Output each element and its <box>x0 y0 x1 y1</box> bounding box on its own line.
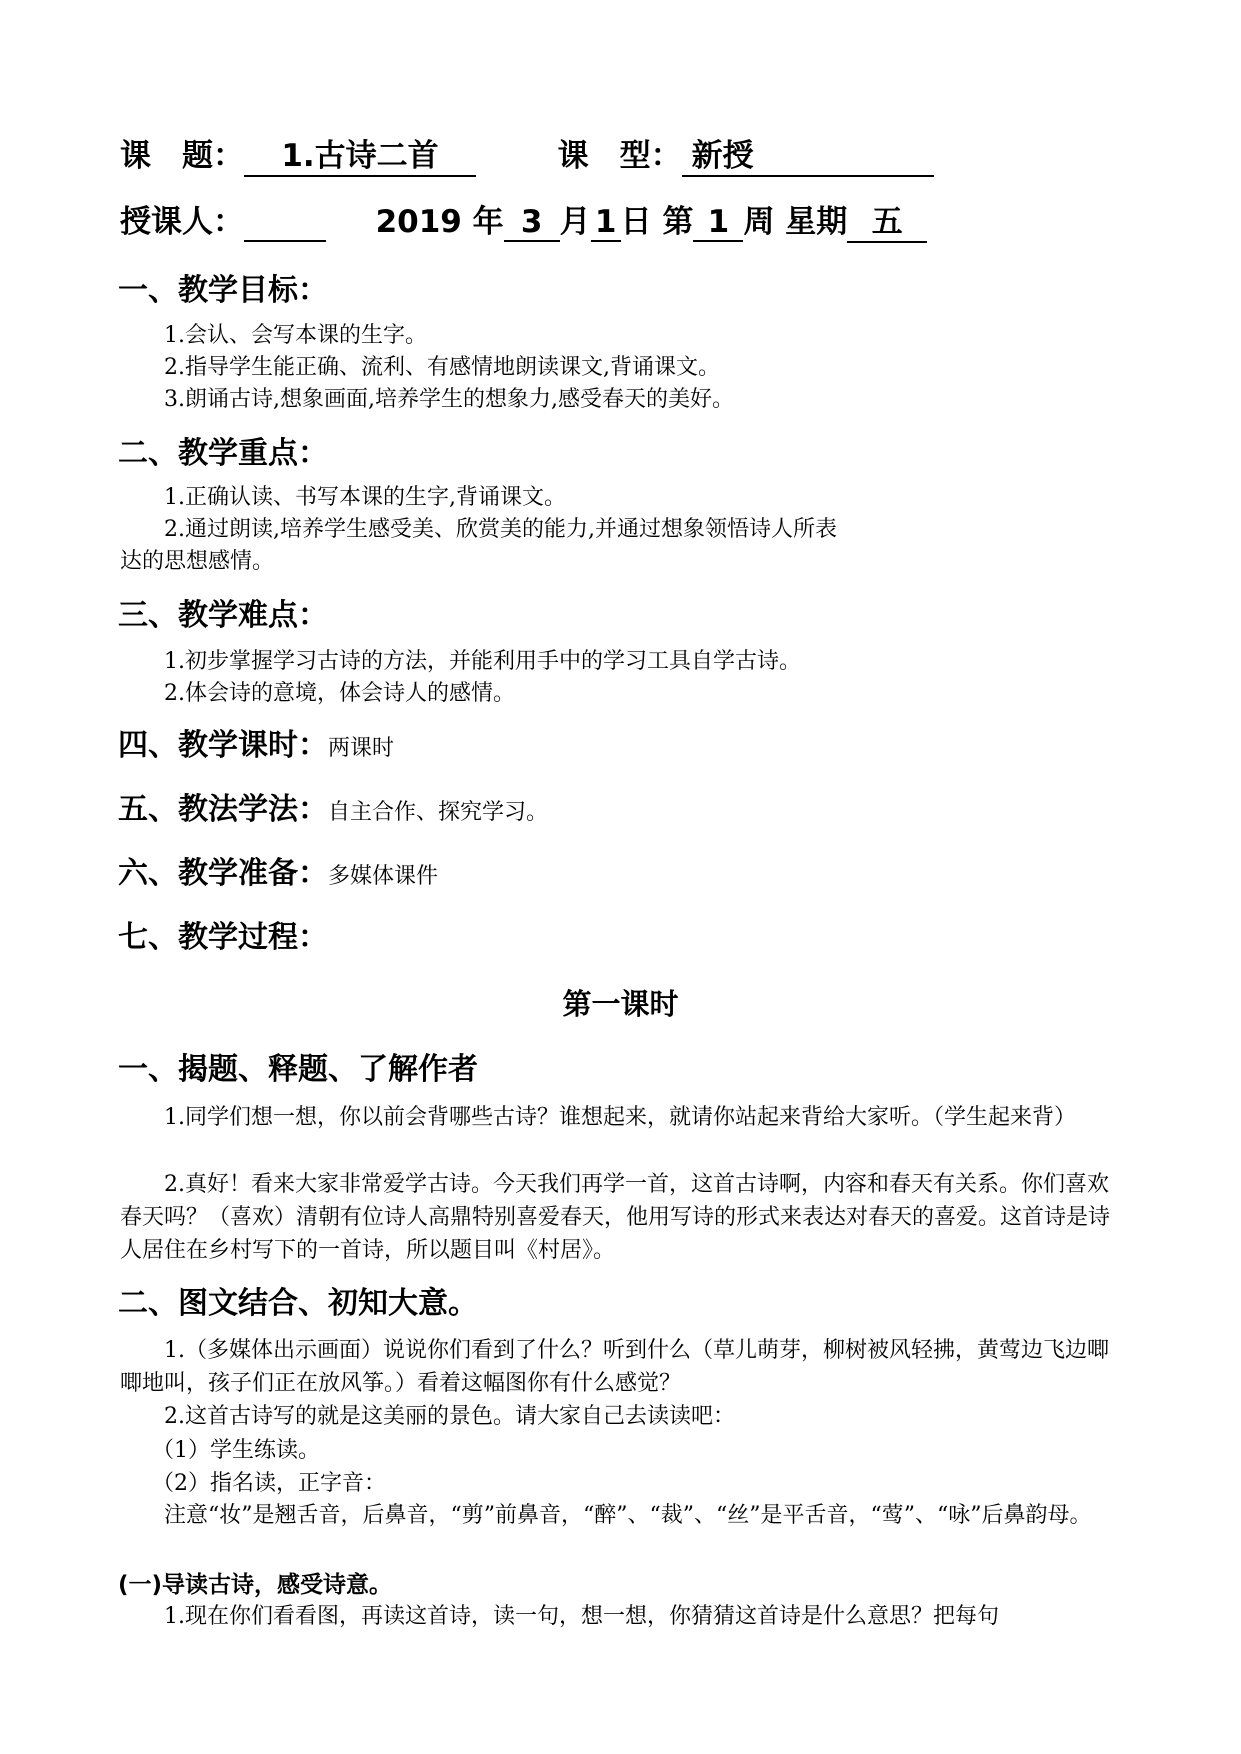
goals-item-1: 1.会认、会写本课的生字。 <box>164 323 427 348</box>
type-label: 课 型： <box>557 138 682 174</box>
section-difficulties-title: 三、教学难点： <box>118 598 328 633</box>
month-value: 3 <box>504 204 560 242</box>
header-row-topic <box>120 130 934 177</box>
part2-step-1: （1）学生练读。 <box>152 1438 320 1463</box>
day-unit: 日 <box>620 204 652 240</box>
section-keypoints-title: 二、教学重点： <box>118 436 328 471</box>
part2-note: 注意“妆”是翘舌音，后鼻音，“剪”前鼻音，“醉”、“裁”、“丝”是平舌音，“莺”、“咏”后鼻韵母。 <box>164 1503 1092 1528</box>
year-unit: 年 <box>472 204 504 240</box>
part2-paragraph-2: 2.这首古诗写的就是这美丽的景色。请大家自己去读读吧： <box>164 1404 735 1429</box>
topic-value: 1.古诗二首 <box>244 130 476 177</box>
methods-title: 五、教法学法： <box>118 792 328 827</box>
part3-title: (一)导读古诗，感受诗意。 <box>118 1572 393 1598</box>
part3-paragraph-1: 1.现在你们看看图，再读这首诗，读一句，想一想，你猜猜这首诗是什么意思？把每句 <box>164 1604 999 1629</box>
part1-paragraph-1: 1.同学们想一想，你以前会背哪些古诗？谁想起来，就请你站起来背给大家听。（学生起来背） <box>164 1105 1076 1130</box>
teacher-value <box>244 204 326 242</box>
section-methods <box>118 784 548 828</box>
week-prefix: 第 <box>662 204 694 240</box>
hours-title: 四、教学课时： <box>118 728 328 763</box>
section-prep <box>118 848 438 892</box>
teacher-label: 授课人： <box>120 204 244 240</box>
difficulties-item-2: 2.体会诗的意境，体会诗人的感情。 <box>164 681 515 706</box>
keypoints-item-3: 达的思想感情。 <box>120 549 275 574</box>
section-hours <box>118 720 394 764</box>
goals-item-2: 2.指导学生能正确、流利、有感情地朗读课文,背诵课文。 <box>164 355 720 380</box>
week-value: 1 <box>693 204 743 242</box>
part1-paragraph-2: 2.真好！看来大家非常爱学古诗。今天我们再学一首，这首古诗啊，内容和春天有关系。你们喜欢春天吗？（喜欢）清朝有位诗人高鼎特别喜爱春天，他用写诗的形式来表达对春天的喜爱。这首诗是诗人居住在乡村写下的一首诗，所以题目叫《村居》。 <box>120 1172 1111 1263</box>
day-value: 1 <box>591 204 621 242</box>
difficulties-item-1: 1.初步掌握学习古诗的方法，并能利用手中的学习工具自学古诗。 <box>164 649 801 674</box>
weekday-label: 星期 <box>785 204 848 240</box>
goals-item-3: 3.朗诵古诗,想象画面,培养学生的想象力,感受春天的美好。 <box>164 387 734 412</box>
month-unit: 月 <box>559 204 591 240</box>
part1-title: 一、揭题、释题、了解作者 <box>118 1052 478 1087</box>
section-process-title: 七、教学过程： <box>118 920 328 955</box>
week-unit: 周 <box>743 204 775 240</box>
lesson-title: 第一课时 <box>562 987 679 1021</box>
topic-label: 课 题： <box>120 138 244 174</box>
type-value: 新授 <box>682 130 934 177</box>
part2-paragraph-1: 1.（多媒体出示画面）说说你们看到了什么？听到什么（草儿萌芽，柳树被风轻拂，黄莺边飞边唧唧地叫，孩子们正在放风筝。）看着这幅图你有什么感觉？ <box>120 1338 1109 1396</box>
part2-step-2: （2）指名读，正字音： <box>152 1471 386 1496</box>
prep-title: 六、教学准备： <box>118 856 328 891</box>
section-goals-title: 一、教学目标： <box>118 273 328 308</box>
weekday-value: 五 <box>847 196 927 243</box>
keypoints-item-2: 2.通过朗读,培养学生感受美、欣赏美的能力,并通过想象领悟诗人所表 <box>164 517 837 542</box>
hours-value: 两课时 <box>328 736 395 761</box>
prep-value: 多媒体课件 <box>328 864 439 889</box>
methods-value: 自主合作、探究学习。 <box>328 800 549 825</box>
keypoints-item-1: 1.正确认读、书写本课的生字,背诵课文。 <box>164 485 566 510</box>
part2-title: 二、图文结合、初知大意。 <box>118 1286 478 1321</box>
year-value: 2019 <box>375 204 462 240</box>
header-row-date <box>120 196 927 243</box>
